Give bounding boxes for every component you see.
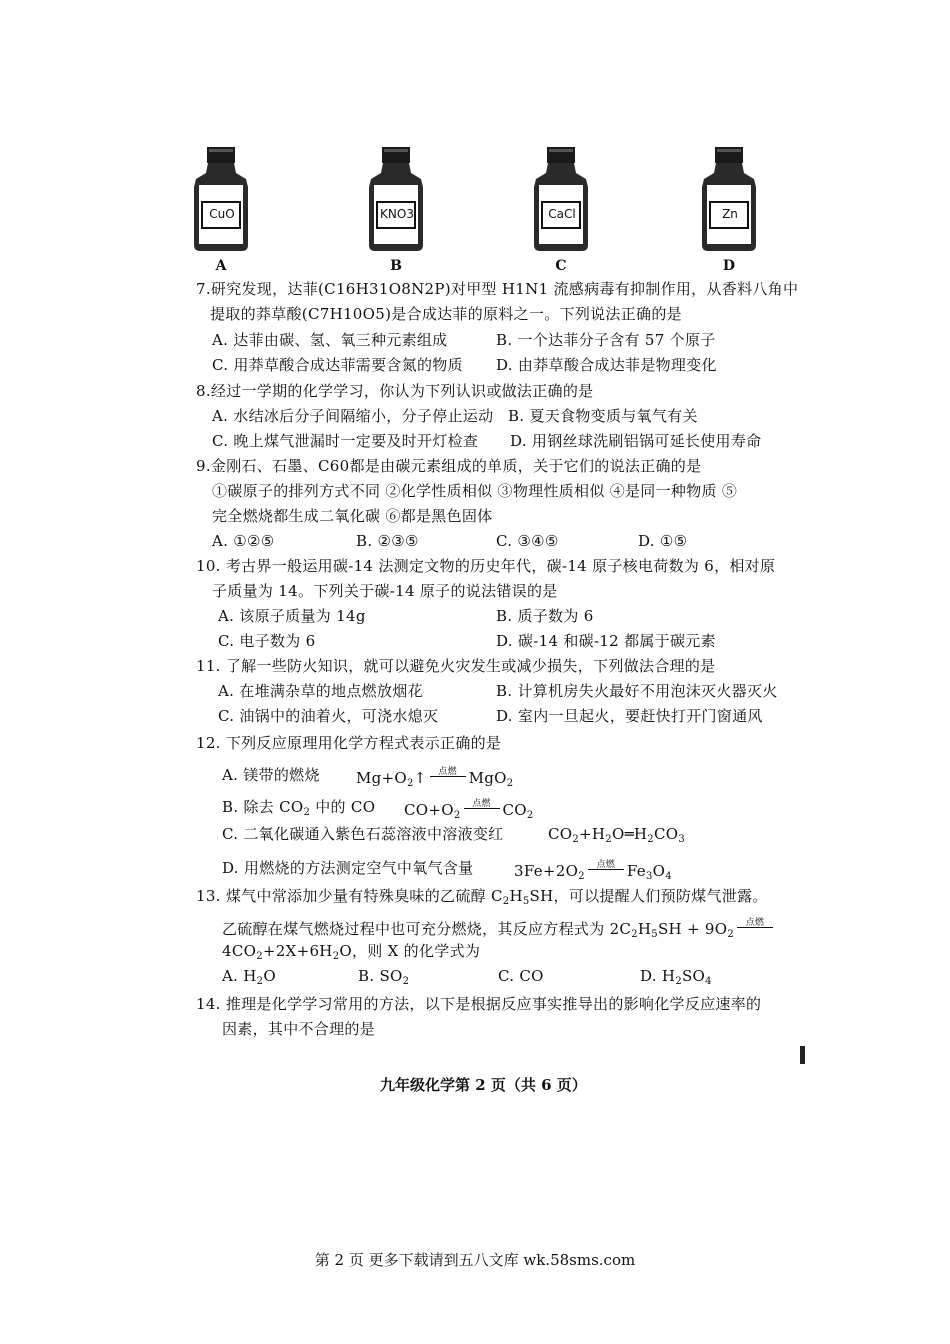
reagent-bottle-icon	[365, 145, 427, 255]
q13-line2: 乙硫醇在煤气燃烧过程中也可充分燃烧，其反应方程式为 $2C_2H_5SH + 9O_2$ 点燃	[222, 916, 776, 939]
q11-option-d: D. 室内一旦起火，要赶快打开门窗通风	[496, 707, 763, 725]
q10-option-b: B. 质子数为 6	[496, 607, 594, 625]
q9-option-b: B. ②③⑤	[356, 532, 419, 550]
q13-option-c: C. CO	[498, 967, 544, 985]
q9-option-c: C. ③④⑤	[496, 532, 559, 550]
q11-option-a: A. 在堆满杂草的地点燃放烟花	[218, 682, 423, 700]
q10-line2: 子质量为 14。下列关于碳-14 原子的说法错误的是	[212, 582, 558, 600]
q12-option-b-text: B. 除去 $CO_2$ 中的 CO	[222, 798, 376, 818]
bottle-label: CaCl	[548, 207, 576, 221]
q8-option-c: C. 晚上煤气泄漏时一定要及时开灯检查	[212, 432, 479, 450]
q12-option-b-equation: $CO+O_2$ 点燃 $CO_2$	[404, 799, 534, 821]
option-letter: B	[390, 258, 402, 274]
q10-line1: 10. 考古界一般运用碳-14 法测定文物的历史年代，碳-14 原子核电荷数为 6，相对原	[196, 557, 776, 575]
q13-line3: $4CO_2+2X+6H_2O$，则 X 的化学式为	[222, 942, 481, 962]
q7-line1: 7.研究发现，达菲(C16H31O8N2P)对甲型 H1N1 流感病毒有抑制作用，从香料八角中	[196, 280, 799, 298]
q7-line2: 提取的莽草酸(C7H10O5)是合成达菲的原料之一。下列说法正确的是	[210, 305, 682, 323]
reagent-bottle-icon	[190, 145, 252, 255]
q13-line1: 13. 煤气中常添加少量有特殊臭味的乙硫醇 $C_2H_5SH$，可以提醒人们预防煤气泄露。	[196, 887, 768, 907]
reagent-bottle-icon	[530, 145, 592, 255]
q7-option-d: D. 由莽草酸合成达菲是物理变化	[496, 356, 717, 374]
reaction-condition: 点燃	[588, 858, 624, 878]
bottle-label: Zn	[722, 207, 738, 221]
site-footer: 第 2 页 更多下载请到五八文库 wk.58sms.com	[314, 1251, 636, 1269]
bottle-b	[365, 145, 427, 273]
q12-option-c-text: C. 二氧化碳通入紫色石蕊溶液中溶液变红	[222, 825, 504, 843]
q7-option-b: B. 一个达菲分子含有 57 个原子	[496, 331, 716, 349]
q14-line2: 因素，其中不合理的是	[222, 1020, 376, 1038]
q9-option-d: D. ①⑤	[638, 532, 688, 550]
scan-mark	[800, 1046, 805, 1064]
q10-option-d: D. 碳-14 和碳-12 都属于碳元素	[496, 632, 716, 650]
q9-line2: ①碳原子的排列方式不同 ②化学性质相似 ③物理性质相似 ④是同一种物质 ⑤	[212, 482, 738, 500]
bottle-d	[698, 145, 760, 273]
q7-option-a: A. 达菲由碳、氢、氧三种元素组成	[212, 331, 448, 349]
option-letter: D	[722, 258, 736, 274]
q11-stem: 11. 了解一些防火知识，就可以避免火灾发生或减少损失，下列做法合理的是	[196, 657, 716, 675]
reaction-condition: 点燃	[430, 765, 466, 785]
reagent-bottles	[190, 145, 780, 275]
option-letter: C	[555, 258, 567, 274]
reaction-condition: 点燃	[737, 916, 773, 936]
reaction-condition: 点燃	[464, 797, 500, 817]
reagent-bottle-icon	[698, 145, 760, 255]
q12-option-d-equation: $3Fe+2O_2$ 点燃 $Fe_3O_4$	[514, 860, 672, 882]
bottle-c	[530, 145, 592, 273]
bottle-label: KNO3	[380, 207, 414, 221]
q10-option-c: C. 电子数为 6	[218, 632, 316, 650]
q9-option-a: A. ①②⑤	[212, 532, 275, 550]
q12-stem: 12. 下列反应原理用化学方程式表示正确的是	[196, 734, 502, 752]
q7-option-c: C. 用莽草酸合成达菲需要含氮的物质	[212, 356, 463, 374]
q12-option-c-equation: $CO_2+H_2O═H_2CO_3$	[548, 825, 685, 845]
q8-option-b: B. 夏天食物变质与氧气有关	[508, 407, 698, 425]
bottle-label: CuO	[209, 207, 235, 221]
q8-option-d: D. 用钢丝球洗刷铝锅可延长使用寿命	[510, 432, 762, 450]
q11-option-b: B. 计算机房失火最好不用泡沫灭火器灭火	[496, 682, 778, 700]
page-footer: 九年级化学第 2 页（共 6 页）	[380, 1076, 587, 1094]
q13-option-a: A. $H_2O$	[222, 967, 276, 987]
q14-line1: 14. 推理是化学学习常用的方法，以下是根据反应事实推导出的影响化学反应速率的	[196, 995, 762, 1013]
q12-option-a-text: A. 镁带的燃烧	[222, 766, 320, 784]
q13-option-d: D. $H_2SO_4$	[640, 967, 712, 987]
q9-line3: 完全燃烧都生成二氧化碳 ⑥都是黑色固体	[212, 507, 493, 525]
q10-option-a: A. 该原子质量为 14g	[218, 607, 366, 625]
q12-option-d-text: D. 用燃烧的方法测定空气中氧气含量	[222, 859, 474, 877]
q8-option-a: A. 水结冰后分子间隔缩小，分子停止运动	[212, 407, 494, 425]
option-letter: A	[215, 258, 227, 274]
bottle-a	[190, 145, 252, 273]
q9-stem: 9.金刚石、石墨、C60都是由碳元素组成的单质，关于它们的说法正确的是	[196, 457, 702, 475]
q12-option-a-equation: $Mg+O_2↑$ 点燃 MgO$_2$	[356, 767, 514, 789]
q13-option-b: B. $SO_2$	[358, 967, 410, 987]
q11-option-c: C. 油锅中的油着火，可浇水熄灭	[218, 707, 439, 725]
q8-stem: 8.经过一学期的化学学习，你认为下列认识或做法正确的是	[196, 382, 594, 400]
